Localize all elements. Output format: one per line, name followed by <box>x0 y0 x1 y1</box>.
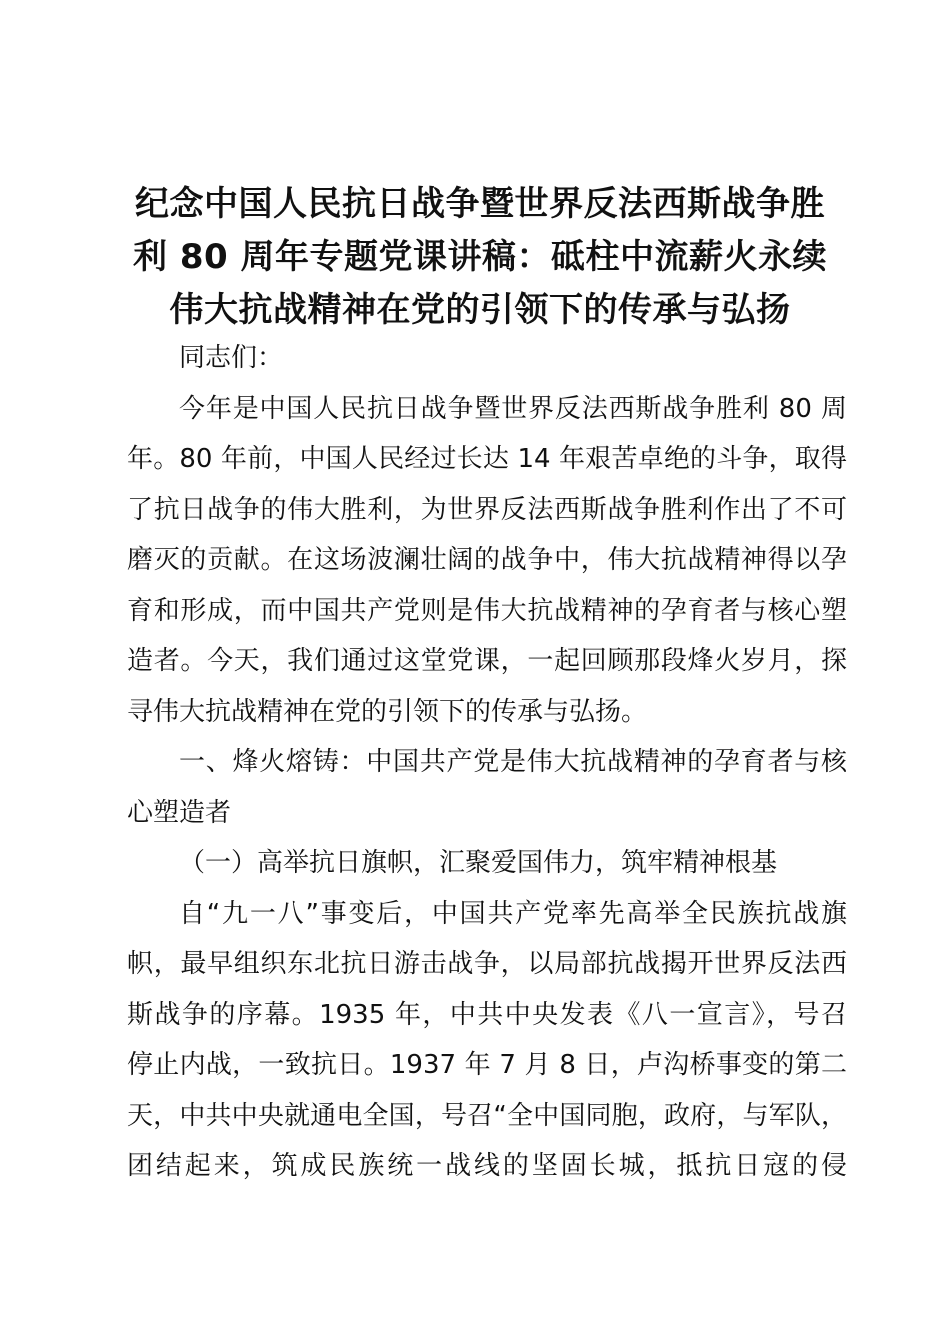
subsection-1-line-5: 天，中共中央就通电全国，号召“全中国同胞，政府，与军队， <box>127 1100 847 1131</box>
intro-line-6: 造者。今天，我们通过这堂党课，一起回顾那段烽火岁月，探 <box>127 646 847 676</box>
subsection-1-line-4: 停止内战，一致抗日。1937 年 7 月 8 日，卢沟桥事变的第二 <box>127 1050 847 1080</box>
intro-line-1: 今年是中国人民抗日战争暨世界反法西斯战争胜利 80 周 <box>179 393 847 424</box>
subsection-1-heading-text: （一）高举抗日旗帜，汇聚爱国伟力，筑牢精神根基 <box>179 848 778 878</box>
subsection-1-paragraph <box>127 889 847 1192</box>
subsection-1-line-2: 帜，最早组织东北抗日游击战争，以局部抗战揭开世界反法西 <box>127 949 847 979</box>
subsection-1-line-6: 团结起来，筑成民族统一战线的坚固长城，抵抗日寇的侵 <box>127 1151 847 1181</box>
section-1-heading-line-2: 心塑造者 <box>127 797 232 828</box>
section-1-heading-line-1: 一、烽火熔铸：中国共产党是伟大抗战精神的孕育者与核 <box>179 747 847 777</box>
intro-line-2: 年。80 年前，中国人民经过长达 14 年艰苦卓绝的斗争，取得 <box>127 444 847 474</box>
salutation-text: 同志们： <box>179 343 284 373</box>
intro-line-5: 育和形成，而中国共产党则是伟大抗战精神的孕育者与核心塑 <box>127 595 847 626</box>
subsection-1-line-1: 自“九一八”事变后，中国共产党率先高举全民族抗战旗 <box>179 898 847 929</box>
title-line-2: 利 80 周年专题党课讲稿：砥柱中流薪火永续 <box>133 237 827 277</box>
subsection-1-heading <box>127 838 847 889</box>
salutation <box>127 333 847 384</box>
intro-line-4: 磨灭的贡献。在这场波澜壮阔的战争中，伟大抗战精神得以孕 <box>127 545 847 575</box>
intro-paragraph <box>127 384 847 738</box>
intro-line-3: 了抗日战争的伟大胜利，为世界反法西斯战争胜利作出了不可 <box>127 494 847 525</box>
title-line-1: 纪念中国人民抗日战争暨世界反法西斯战争胜 <box>135 184 825 224</box>
document-title <box>120 178 840 337</box>
document-body <box>127 333 847 1192</box>
intro-line-7: 寻伟大抗战精神在党的引领下的传承与弘扬。 <box>127 696 648 727</box>
title-line-3: 伟大抗战精神在党的引领下的传承与弘扬 <box>169 290 791 330</box>
section-1-heading <box>127 737 847 838</box>
subsection-1-line-3: 斯战争的序幕。1935 年，中共中央发表《八一宣言》，号召 <box>127 999 847 1030</box>
